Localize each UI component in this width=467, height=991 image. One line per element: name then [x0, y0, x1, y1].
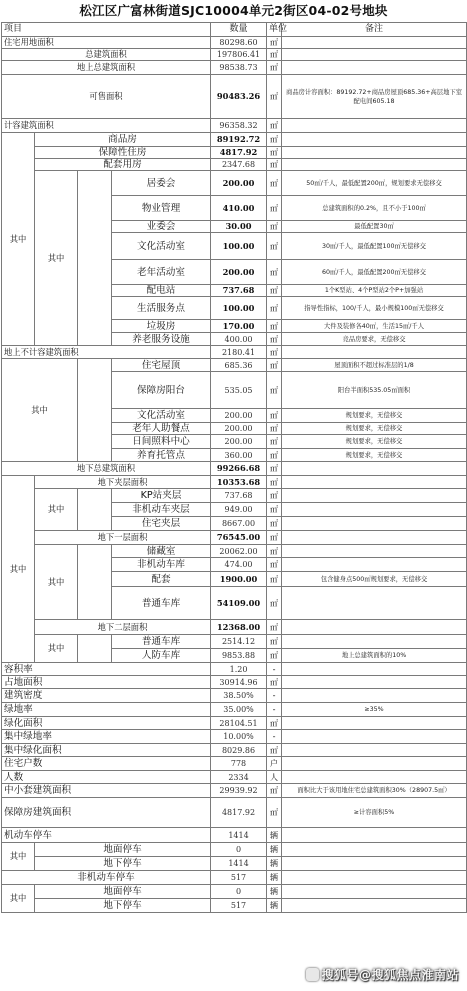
unit-cell: ㎡ — [267, 676, 282, 689]
value-cell: 90483.26 — [211, 75, 267, 119]
value-cell: 35.00% — [211, 703, 267, 717]
table-row — [2, 49, 467, 61]
group-label: 其中 — [35, 635, 78, 663]
unit-cell: ㎡ — [267, 359, 282, 372]
note-cell — [282, 517, 467, 531]
note-cell — [282, 49, 467, 61]
note-cell: 1个K型站、4个P型站2个P+加强站 — [282, 285, 467, 297]
unit-cell: ㎡ — [267, 587, 282, 620]
value-cell: 1900.00 — [211, 572, 267, 587]
table-row — [2, 531, 467, 545]
note-cell — [282, 462, 467, 476]
value-cell: 80298.60 — [211, 37, 267, 49]
row-label: 普通车库 — [112, 587, 211, 620]
group-label: 其中 — [2, 843, 35, 871]
row-label: 普通车库 — [112, 635, 211, 649]
group-label: 其中 — [35, 545, 78, 620]
unit-cell: ㎡ — [267, 572, 282, 587]
row-label: 绿地率 — [2, 703, 211, 717]
row-label: 文化活动室 — [112, 233, 211, 260]
data-table-wrap — [1, 22, 466, 989]
row-label: 保障房建筑面积 — [2, 798, 211, 828]
note-cell — [282, 620, 467, 635]
row-label: 老年人助餐点 — [112, 423, 211, 435]
row-label: 人防车库 — [112, 649, 211, 663]
table-row — [2, 159, 467, 171]
table-row — [2, 171, 467, 196]
unit-cell: - — [267, 689, 282, 703]
value-cell: 4817.92 — [211, 798, 267, 828]
note-cell — [282, 885, 467, 899]
row-label: 保障房阳台 — [112, 372, 211, 409]
unit-cell: ㎡ — [267, 649, 282, 663]
row-label: 配套用房 — [35, 159, 211, 171]
value-cell: 99266.68 — [211, 462, 267, 476]
unit-cell: ㎡ — [267, 620, 282, 635]
unit-cell: ㎡ — [267, 784, 282, 798]
note-cell — [282, 545, 467, 558]
row-label: 商品房 — [35, 133, 211, 147]
value-cell: 535.05 — [211, 372, 267, 409]
value-cell: 29939.92 — [211, 784, 267, 798]
note-cell: 60㎡/千人，最低配置200㎡无偿移交 — [282, 260, 467, 285]
value-cell: 517 — [211, 899, 267, 913]
unit-cell: 辆 — [267, 857, 282, 871]
value-cell: 200.00 — [211, 409, 267, 423]
table-row — [2, 61, 467, 75]
unit-cell: - — [267, 730, 282, 744]
table-row — [2, 620, 467, 635]
note-cell — [282, 37, 467, 49]
table-row — [2, 23, 467, 37]
row-label: 地下二层面积 — [35, 620, 211, 635]
row-label: 地下总建筑面积 — [2, 462, 211, 476]
row-label: 计容建筑面积 — [2, 119, 211, 133]
unit-cell: - — [267, 703, 282, 717]
unit-cell: ㎡ — [267, 476, 282, 489]
value-cell: 400.00 — [211, 333, 267, 346]
unit-cell: ㎡ — [267, 545, 282, 558]
unit-cell: ㎡ — [267, 372, 282, 409]
table-row — [2, 462, 467, 476]
row-label: 非机动车停车 — [2, 871, 211, 885]
note-cell: 面积比大于该用地住宅总建筑面积30%（28907.5㎡） — [282, 784, 467, 798]
note-cell: ≥35% — [282, 703, 467, 717]
value-cell: 1.20 — [211, 663, 267, 676]
row-label: 地面停车 — [35, 843, 211, 857]
note-cell — [282, 757, 467, 771]
unit-cell: ㎡ — [267, 171, 282, 196]
row-label: 容积率 — [2, 663, 211, 676]
table-row — [2, 545, 467, 558]
note-cell: 指导性指标，100/千人，最小规模100㎡无偿移交 — [282, 297, 467, 320]
unit-cell: ㎡ — [267, 37, 282, 49]
value-cell: 20062.00 — [211, 545, 267, 558]
note-cell: 地上总建筑面积的10% — [282, 649, 467, 663]
value-cell: 1414 — [211, 857, 267, 871]
unit-cell: ㎡ — [267, 635, 282, 649]
row-label: 集中绿地率 — [2, 730, 211, 744]
value-cell: 30.00 — [211, 221, 267, 233]
value-cell: 197806.41 — [211, 49, 267, 61]
spacer-cell — [78, 171, 112, 346]
watermark — [306, 966, 459, 987]
unit-cell: ㎡ — [267, 333, 282, 346]
note-cell — [282, 744, 467, 757]
unit-cell: ㎡ — [267, 233, 282, 260]
unit-cell: ㎡ — [267, 61, 282, 75]
table-row — [2, 689, 467, 703]
value-cell: 28104.51 — [211, 717, 267, 730]
value-cell: 30914.96 — [211, 676, 267, 689]
row-label: 储藏室 — [112, 545, 211, 558]
unit-cell: ㎡ — [267, 798, 282, 828]
unit-cell: 辆 — [267, 828, 282, 843]
value-cell: 474.00 — [211, 558, 267, 572]
unit-cell: 户 — [267, 757, 282, 771]
table-row — [2, 757, 467, 771]
table-row — [2, 717, 467, 730]
value-cell: 2334 — [211, 771, 267, 784]
value-cell: 360.00 — [211, 449, 267, 462]
note-cell — [282, 489, 467, 503]
group-label: 其中 — [35, 171, 78, 346]
page-title: 松江区广富林街道SJC10004单元2街区04-02号地块 — [79, 3, 388, 18]
row-label: 文化活动室 — [112, 409, 211, 423]
value-cell: 685.36 — [211, 359, 267, 372]
value-cell: 4817.92 — [211, 147, 267, 159]
unit-cell: ㎡ — [267, 503, 282, 517]
row-label: 地上不计容建筑面积 — [2, 346, 211, 359]
header-note: 备注 — [282, 23, 467, 37]
unit-cell: ㎡ — [267, 320, 282, 333]
row-label: 配电站 — [112, 285, 211, 297]
unit-cell: ㎡ — [267, 558, 282, 572]
value-cell: 100.00 — [211, 297, 267, 320]
note-cell — [282, 635, 467, 649]
table-row — [2, 663, 467, 676]
note-cell — [282, 899, 467, 913]
table-row — [2, 147, 467, 159]
value-cell: 200.00 — [211, 435, 267, 449]
row-label: 集中绿化面积 — [2, 744, 211, 757]
sohu-logo-icon — [306, 968, 319, 981]
row-label: 养育托管点 — [112, 449, 211, 462]
row-label: 地面停车 — [35, 885, 211, 899]
row-label: 绿化面积 — [2, 717, 211, 730]
value-cell: 54109.00 — [211, 587, 267, 620]
unit-cell: ㎡ — [267, 260, 282, 285]
table-row — [2, 119, 467, 133]
row-label: 居委会 — [112, 171, 211, 196]
note-cell — [282, 730, 467, 744]
value-cell: 9853.88 — [211, 649, 267, 663]
header-item: 项目 — [2, 23, 211, 37]
row-label: 地下停车 — [35, 899, 211, 913]
unit-cell: ㎡ — [267, 449, 282, 462]
row-label: 机动车停车 — [2, 828, 211, 843]
row-label: 住宅屋顶 — [112, 359, 211, 372]
note-cell: 阳台半面积535.05㎡面积 — [282, 372, 467, 409]
table-row — [2, 871, 467, 885]
table-row — [2, 75, 467, 119]
value-cell: 89192.72 — [211, 133, 267, 147]
note-cell: 规划要求，无偿移交 — [282, 449, 467, 462]
unit-cell: ㎡ — [267, 423, 282, 435]
unit-cell: ㎡ — [267, 346, 282, 359]
value-cell: 200.00 — [211, 423, 267, 435]
value-cell: 737.68 — [211, 489, 267, 503]
value-cell: 2347.68 — [211, 159, 267, 171]
group-label: 其中 — [2, 133, 35, 346]
value-cell: 76545.00 — [211, 531, 267, 545]
row-label: 物业管理 — [112, 196, 211, 221]
value-cell: 8029.86 — [211, 744, 267, 757]
note-cell: 规划要求，无偿移交 — [282, 423, 467, 435]
table-row — [2, 37, 467, 49]
row-label: KP站夹层 — [112, 489, 211, 503]
unit-cell: 辆 — [267, 899, 282, 913]
row-label: 日间照料中心 — [112, 435, 211, 449]
unit-cell: ㎡ — [267, 119, 282, 133]
value-cell: 200.00 — [211, 171, 267, 196]
row-label: 老年活动室 — [112, 260, 211, 285]
table-row — [2, 489, 467, 503]
note-cell: 竞品房要求，无偿移交 — [282, 333, 467, 346]
group-label: 其中 — [2, 885, 35, 913]
table-row — [2, 857, 467, 871]
note-cell: 50㎡/千人，最低配置200㎡，规划要求无偿移交 — [282, 171, 467, 196]
value-cell: 12368.00 — [211, 620, 267, 635]
unit-cell: ㎡ — [267, 489, 282, 503]
value-cell: 737.68 — [211, 285, 267, 297]
table-row — [2, 744, 467, 757]
value-cell: 410.00 — [211, 196, 267, 221]
note-cell — [282, 663, 467, 676]
spacer-cell — [78, 489, 112, 531]
note-cell: 大件及装修各40㎡，生活15㎡/千人 — [282, 320, 467, 333]
note-cell: 规划要求，无偿移交 — [282, 409, 467, 423]
value-cell: 778 — [211, 757, 267, 771]
note-cell — [282, 857, 467, 871]
spacer-cell — [78, 545, 112, 620]
value-cell: 1414 — [211, 828, 267, 843]
note-cell — [282, 871, 467, 885]
value-cell: 8667.00 — [211, 517, 267, 531]
table-row — [2, 635, 467, 649]
note-cell: 规划要求，无偿移交 — [282, 435, 467, 449]
row-label: 地上总建筑面积 — [2, 61, 211, 75]
row-label: 生活服务点 — [112, 297, 211, 320]
note-cell: 包含健身点500㎡规划要求，无偿移交 — [282, 572, 467, 587]
value-cell: 10.00% — [211, 730, 267, 744]
land-index-table — [1, 22, 467, 913]
row-label: 垃圾房 — [112, 320, 211, 333]
row-label: 配套 — [112, 572, 211, 587]
note-cell — [282, 689, 467, 703]
note-cell — [282, 147, 467, 159]
group-label: 其中 — [2, 476, 35, 663]
unit-cell: ㎡ — [267, 517, 282, 531]
header-qty: 数量 — [211, 23, 267, 37]
unit-cell: ㎡ — [267, 159, 282, 171]
note-cell — [282, 828, 467, 843]
note-cell — [282, 346, 467, 359]
watermark-text: 搜狐号@搜狐焦点淮南站 — [321, 968, 459, 982]
row-label: 住宅用地面积 — [2, 37, 211, 49]
value-cell: 98538.73 — [211, 61, 267, 75]
note-cell — [282, 159, 467, 171]
note-cell: ≥计容面积5% — [282, 798, 467, 828]
note-cell — [282, 503, 467, 517]
row-label: 建筑密度 — [2, 689, 211, 703]
value-cell: 200.00 — [211, 260, 267, 285]
row-label: 地下一层面积 — [35, 531, 211, 545]
unit-cell: ㎡ — [267, 435, 282, 449]
table-row — [2, 133, 467, 147]
value-cell: 2514.12 — [211, 635, 267, 649]
value-cell: 10353.68 — [211, 476, 267, 489]
row-label: 非机动车夹层 — [112, 503, 211, 517]
table-row — [2, 784, 467, 798]
value-cell: 2180.41 — [211, 346, 267, 359]
row-label: 可售面积 — [2, 75, 211, 119]
value-cell: 0 — [211, 885, 267, 899]
spacer-cell — [78, 359, 112, 462]
unit-cell: ㎡ — [267, 221, 282, 233]
unit-cell: ㎡ — [267, 297, 282, 320]
row-label: 养老服务设施 — [112, 333, 211, 346]
note-cell — [282, 587, 467, 620]
spacer-cell — [78, 635, 112, 663]
value-cell: 949.00 — [211, 503, 267, 517]
note-cell: 商品房计容面积：89192.72+商品房屋顶685.36+高层地下室配电间605.18 — [282, 75, 467, 119]
note-cell: 30㎡/千人，最低配置100㎡无偿移交 — [282, 233, 467, 260]
table-row — [2, 899, 467, 913]
note-cell: 屋顶面积不超过标准层的1/8 — [282, 359, 467, 372]
row-label: 地下停车 — [35, 857, 211, 871]
unit-cell: ㎡ — [267, 133, 282, 147]
unit-cell: 辆 — [267, 843, 282, 857]
value-cell: 100.00 — [211, 233, 267, 260]
value-cell: 38.50% — [211, 689, 267, 703]
unit-cell: ㎡ — [267, 196, 282, 221]
row-label: 中小套建筑面积 — [2, 784, 211, 798]
note-cell — [282, 119, 467, 133]
group-label: 其中 — [35, 489, 78, 531]
unit-cell: ㎡ — [267, 285, 282, 297]
row-label: 住宅户数 — [2, 757, 211, 771]
value-cell: 517 — [211, 871, 267, 885]
unit-cell: ㎡ — [267, 147, 282, 159]
row-label: 总建筑面积 — [2, 49, 211, 61]
table-row — [2, 771, 467, 784]
value-cell: 96358.32 — [211, 119, 267, 133]
note-cell — [282, 133, 467, 147]
table-row — [2, 703, 467, 717]
table-row — [2, 346, 467, 359]
note-cell — [282, 676, 467, 689]
row-label: 业委会 — [112, 221, 211, 233]
row-label: 住宅夹层 — [112, 517, 211, 531]
unit-cell: ㎡ — [267, 409, 282, 423]
row-label: 人数 — [2, 771, 211, 784]
table-row — [2, 828, 467, 843]
table-row — [2, 843, 467, 857]
note-cell — [282, 61, 467, 75]
note-cell — [282, 476, 467, 489]
unit-cell: 辆 — [267, 885, 282, 899]
unit-cell: ㎡ — [267, 462, 282, 476]
table-row — [2, 359, 467, 372]
note-cell — [282, 558, 467, 572]
unit-cell: ㎡ — [267, 744, 282, 757]
note-cell — [282, 717, 467, 730]
unit-cell: ㎡ — [267, 75, 282, 119]
note-cell — [282, 771, 467, 784]
header-unit: 单位 — [267, 23, 282, 37]
unit-cell: - — [267, 663, 282, 676]
note-cell — [282, 531, 467, 545]
table-row — [2, 885, 467, 899]
table-row — [2, 476, 467, 489]
table-row — [2, 676, 467, 689]
unit-cell: 人 — [267, 771, 282, 784]
unit-cell: ㎡ — [267, 531, 282, 545]
row-label: 保障性住房 — [35, 147, 211, 159]
row-label: 非机动车库 — [112, 558, 211, 572]
unit-cell: ㎡ — [267, 717, 282, 730]
value-cell: 0 — [211, 843, 267, 857]
group-label: 其中 — [2, 359, 78, 462]
unit-cell: ㎡ — [267, 49, 282, 61]
note-cell: 最低配置30㎡ — [282, 221, 467, 233]
table-row — [2, 798, 467, 828]
note-cell — [282, 843, 467, 857]
table-row — [2, 730, 467, 744]
value-cell: 170.00 — [211, 320, 267, 333]
note-cell: 总建筑面积的0.2%，且不小于100㎡ — [282, 196, 467, 221]
row-label: 地下夹层面积 — [35, 476, 211, 489]
unit-cell: 辆 — [267, 871, 282, 885]
row-label: 占地面积 — [2, 676, 211, 689]
